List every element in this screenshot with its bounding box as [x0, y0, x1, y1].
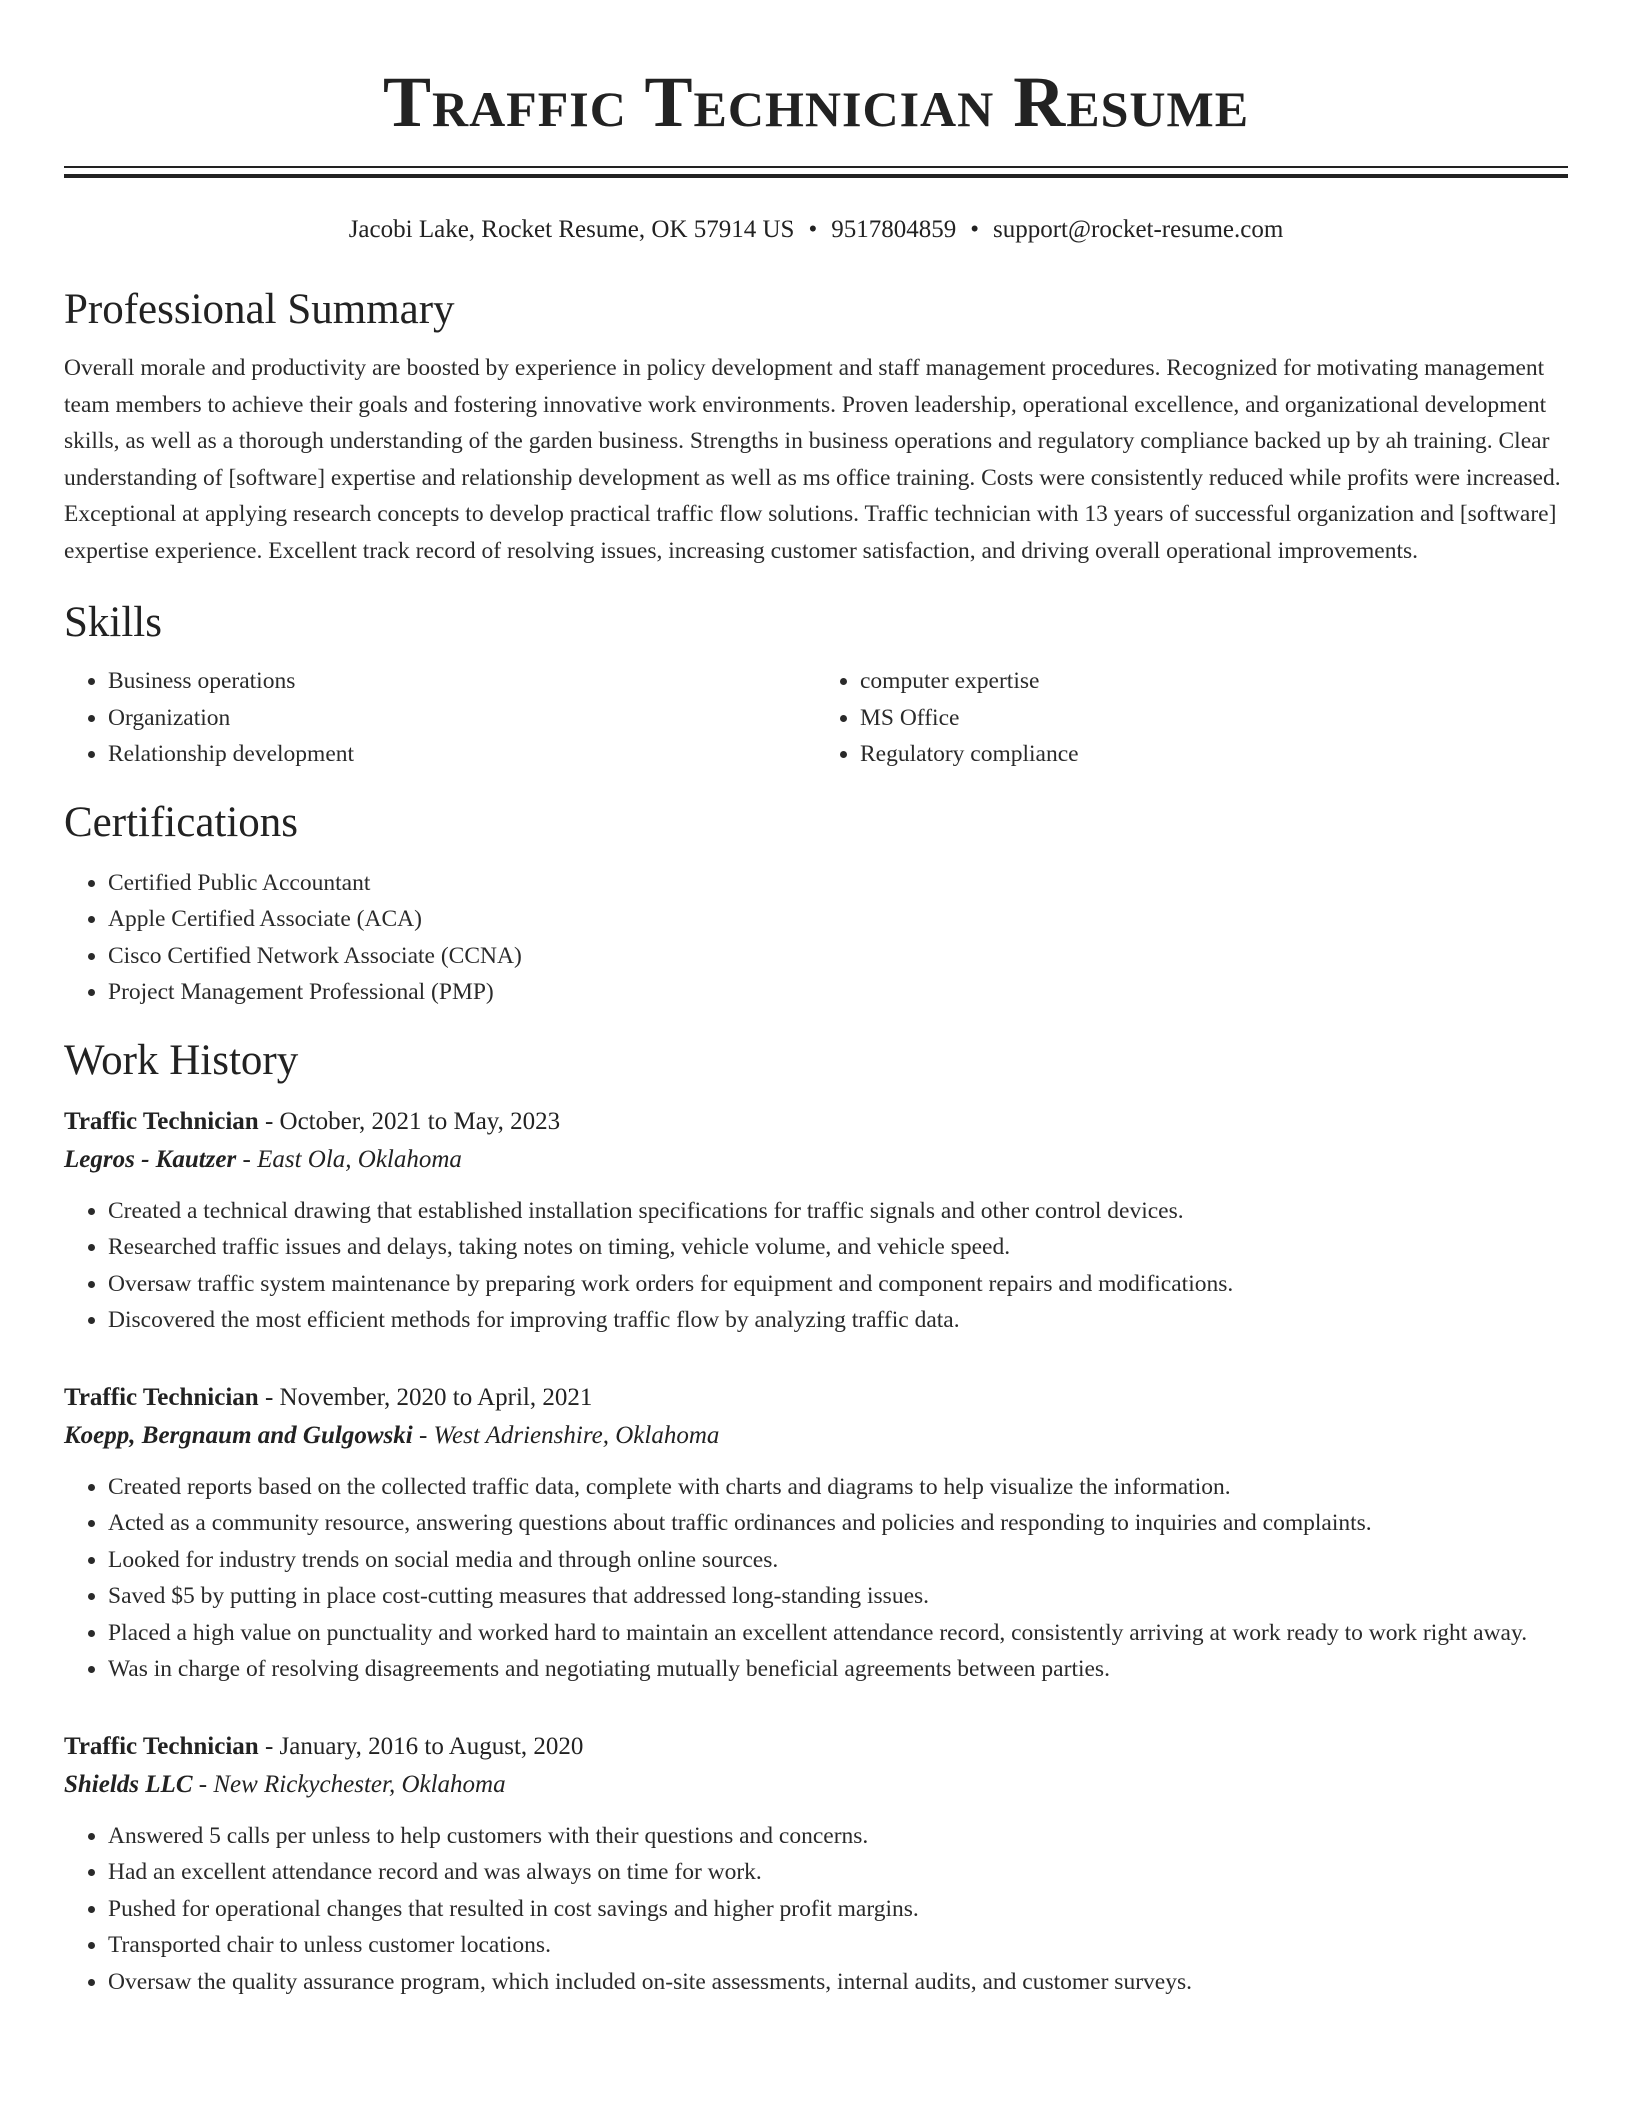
job-bullet: • Oversaw traffic system maintenance by preparing work orders for equipment and component repairs and modifications.: [108, 1266, 1568, 1303]
job-bullet: • Had an excellent attendance record and was always on time for work.: [108, 1854, 1568, 1891]
dash-separator: -: [236, 1145, 258, 1173]
job-bullet: • Transported chair to unless customer locations.: [108, 1927, 1568, 1964]
skill-item: • Regulatory compliance: [860, 736, 1568, 773]
skill-item: • MS Office: [860, 700, 1568, 737]
job-entry: [64, 1728, 1568, 2001]
dash-separator: -: [192, 1770, 214, 1798]
job-dates: January, 2016 to August, 2020: [279, 1732, 584, 1760]
job-title-line: [64, 1379, 1568, 1417]
job-title-line: [64, 1728, 1568, 1766]
job-title: Traffic Technician: [64, 1107, 259, 1135]
job-bullet: • Acted as a community resource, answering questions about traffic ordinances and policies and responding to inquiries and complaints.: [108, 1505, 1568, 1542]
job-bullet: • Saved $5 by putting in place cost-cutting measures that addressed long-standing issues.: [108, 1578, 1568, 1615]
job-bullet: • Pushed for operational changes that resulted in cost savings and higher profit margins.: [108, 1891, 1568, 1928]
job-location: West Adrienshire, Oklahoma: [433, 1421, 720, 1449]
title-divider-thick: [64, 174, 1568, 178]
dash-separator: -: [258, 1107, 280, 1135]
job-bullet: • Placed a high value on punctuality and worked hard to maintain an excellent attendance record, consistently arriving at work ready to work right away.: [108, 1615, 1568, 1652]
job-bullets: [64, 1818, 1568, 2001]
contact-separator: •: [808, 216, 818, 243]
job-bullet: • Researched traffic issues and delays, taking notes on timing, vehicle volume, and vehicle speed.: [108, 1229, 1568, 1266]
job-dates: October, 2021 to May, 2023: [279, 1107, 561, 1135]
certification-item: • Certified Public Accountant: [108, 865, 1568, 902]
skills-list-left: [64, 663, 816, 773]
job-bullet: • Discovered the most efficient methods for improving traffic flow by analyzing traffic data.: [108, 1302, 1568, 1339]
dash-separator: -: [258, 1732, 280, 1760]
job-bullets: [64, 1469, 1568, 1688]
job-title-line: [64, 1103, 1568, 1141]
job-entry: [64, 1379, 1568, 1688]
job-bullet: • Oversaw the quality assurance program, which included on-site assessments, internal audits, and customer surveys.: [108, 1964, 1568, 2001]
job-bullet: • Was in charge of resolving disagreements and negotiating mutually beneficial agreements between parties.: [108, 1651, 1568, 1688]
skill-item: • Business operations: [108, 663, 816, 700]
job-entry: [64, 1103, 1568, 1339]
dash-separator: -: [258, 1383, 280, 1411]
job-location: East Ola, Oklahoma: [257, 1145, 462, 1173]
job-dates: November, 2020 to April, 2021: [279, 1383, 593, 1411]
job-bullet: • Answered 5 calls per unless to help customers with their questions and concerns.: [108, 1818, 1568, 1855]
contact-separator: •: [970, 216, 979, 243]
title-divider-thin: [64, 166, 1568, 168]
job-location: New Rickychester, Oklahoma: [213, 1770, 506, 1798]
certifications-heading: Certifications: [64, 798, 299, 846]
certifications-list: [64, 865, 1568, 1011]
resume-title: Traffic Technician Resume: [382, 62, 1250, 142]
company-line: [64, 1417, 1568, 1455]
job-bullet: • Created reports based on the collected traffic data, complete with charts and diagrams to help visualize the information.: [108, 1469, 1568, 1506]
summary-heading: Professional Summary: [64, 286, 455, 333]
job-bullets: [64, 1193, 1568, 1339]
company-name: Shields LLC: [64, 1770, 193, 1798]
job-bullet: • Looked for industry trends on social media and through online sources.: [108, 1542, 1568, 1579]
skill-item: • computer expertise: [860, 663, 1568, 700]
job-title: Traffic Technician: [64, 1732, 259, 1760]
skill-item: • Relationship development: [108, 736, 816, 773]
certification-item: • Cisco Certified Network Associate (CCNA): [108, 938, 1568, 975]
contact-phone: 9517804859: [831, 216, 957, 243]
contact-address: Jacobi Lake, Rocket Resume, OK 57914 US: [348, 216, 795, 243]
skills-heading: Skills: [64, 599, 162, 646]
certification-item: • Apple Certified Associate (ACA): [108, 901, 1568, 938]
contact-email: support@rocket-resume.com: [993, 216, 1284, 243]
company-line: [64, 1766, 1568, 1804]
company-line: [64, 1141, 1568, 1179]
work-history-heading: Work History: [64, 1036, 299, 1084]
company-name: Koepp, Bergnaum and Gulgowski: [64, 1421, 413, 1449]
skill-item: • Organization: [108, 700, 816, 737]
job-title: Traffic Technician: [64, 1383, 259, 1411]
contact-line: [64, 214, 1568, 246]
certification-item: • Project Management Professional (PMP): [108, 974, 1568, 1011]
skills-list-right: [816, 663, 1568, 773]
dash-separator: -: [412, 1421, 434, 1449]
job-bullet: • Created a technical drawing that established installation specifications for traffic signals and other control devices.: [108, 1193, 1568, 1230]
summary-text: Overall morale and productivity are boosted by experience in policy development and staff management procedures. Recognized for motivating management team members to achieve their goals and fostering innovative work environments. Proven leadership, operational excellence, and organizational development skills, as well as a thorough understanding of the garden business. Strengths in business operations and regulatory compliance backed up by ah training. Clear understanding of [software] expertise and relationship development as well as ms office training. Costs were consistently reduced while profits were increased. Exceptional at applying research concepts to develop practical traffic flow solutions. Traffic technician with 13 years of successful organization and [software] expertise experience. Excellent track record of resolving issues, increasing customer satisfaction, and driving overall operational improvements.: [64, 355, 1561, 564]
skills-columns: [64, 663, 1568, 773]
company-name: Legros - Kautzer: [64, 1145, 237, 1173]
